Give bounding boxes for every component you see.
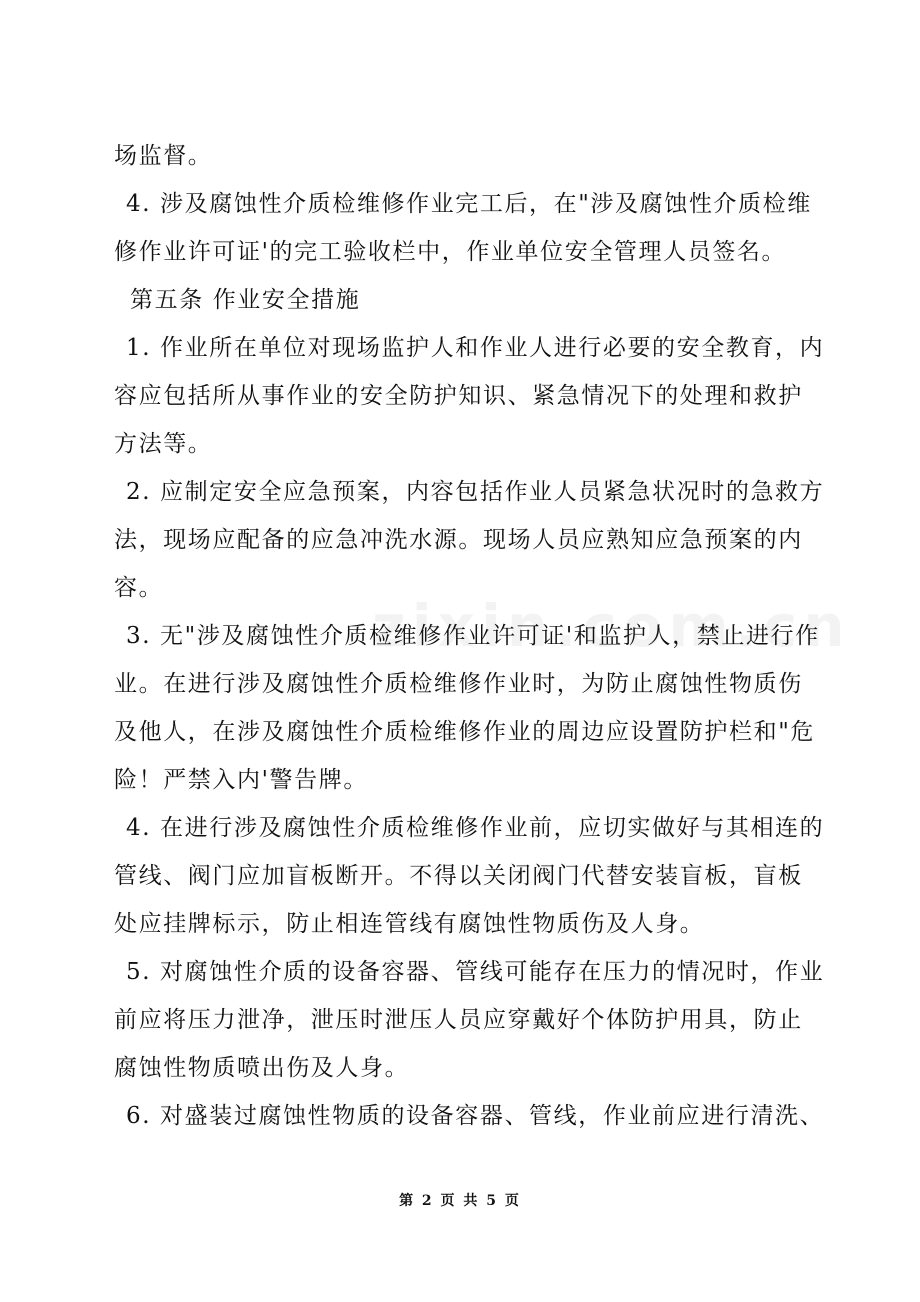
- text-line: 修作业许可证'的完工验收栏中，作业单位安全管理人员签名。: [114, 239, 787, 265]
- text-line: 2. 应制定安全应急预案，内容包括作业人员紧急状况时的急救方: [126, 479, 825, 505]
- text-line: 法，现场应配备的应急冲洗水源。现场人员应熟知应急预案的内: [114, 527, 803, 553]
- text-line: 业。在进行涉及腐蚀性介质检维修作业时，为防止腐蚀性物质伤: [114, 671, 803, 697]
- text-line: 险！严禁入内'警告牌。: [114, 767, 368, 793]
- text-line: 管线、阀门应加盲板断开。不得以关闭阀门代替安装盲板，盲板: [114, 863, 803, 889]
- text-line: 腐蚀性物质喷出伤及人身。: [114, 1055, 410, 1081]
- text-line: 1. 作业所在单位对现场监护人和作业人进行必要的安全教育，内: [126, 335, 825, 361]
- text-line: 场监督。: [114, 143, 213, 169]
- text-line: 5. 对腐蚀性介质的设备容器、管线可能存在压力的情况时，作业: [126, 959, 825, 985]
- text-line: 容。: [114, 575, 164, 601]
- text-line: 4. 在进行涉及腐蚀性介质检维修作业前，应切实做好与其相连的: [126, 815, 825, 841]
- section-heading: 第五条 作业安全措施: [130, 287, 361, 313]
- text-line: 6. 对盛装过腐蚀性物质的设备容器、管线，作业前应进行清洗、: [126, 1103, 825, 1129]
- text-line: 处应挂牌标示，防止相连管线有腐蚀性物质伤及人身。: [114, 911, 705, 937]
- text-line: 3. 无"涉及腐蚀性介质检维修作业许可证'和监护人，禁止进行作: [126, 623, 820, 649]
- text-line: 容应包括所从事作业的安全防护知识、紧急情况下的处理和救护: [114, 383, 803, 409]
- document-body: [114, 132, 825, 1140]
- page-number-footer: 第 2 页 共 5 页: [399, 1193, 521, 1209]
- text-line: 4. 涉及腐蚀性介质检维修作业完工后，在"涉及腐蚀性介质检维: [126, 191, 812, 217]
- text-line: 前应将压力泄净，泄压时泄压人员应穿戴好个体防护用具，防止: [114, 1007, 803, 1033]
- text-line: 及他人，在涉及腐蚀性介质检维修作业的周边应设置防护栏和"危: [114, 719, 815, 745]
- text-line: 方法等。: [114, 431, 213, 457]
